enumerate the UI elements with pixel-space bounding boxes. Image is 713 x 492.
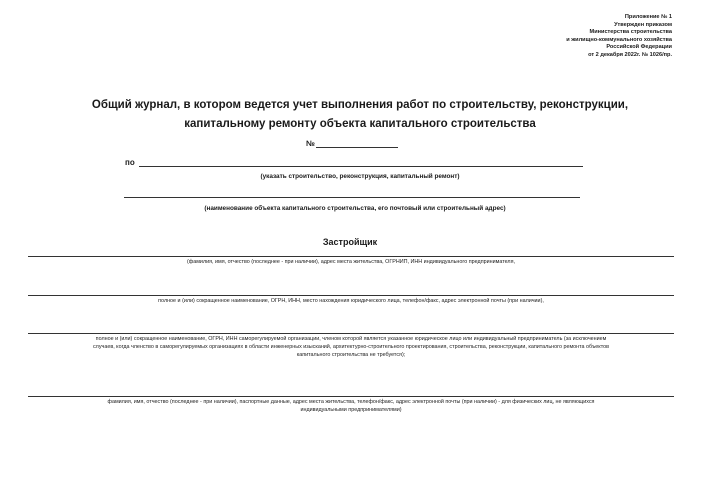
note-line: индивидуальными предпринимателями)	[300, 407, 402, 413]
appendix-line: от 2 декабря 2022г. № 1026/пр.	[588, 51, 672, 58]
appendix-line: Российской Федерации	[606, 44, 672, 51]
developer-field-2[interactable]	[28, 295, 674, 296]
appendix-block	[452, 14, 672, 60]
number-label: №	[306, 139, 315, 148]
object-name-field[interactable]	[124, 197, 580, 198]
developer-field-4[interactable]	[28, 396, 674, 397]
note-line: полное и (или) сокращенное наименование, ОГРН, ИНН саморегулируемой организации, членом которой является указанное юридическое лицо или индивидуальный предприниматель (за исключением	[95, 336, 607, 342]
title-line: Общий журнал, в котором ведется учет выполнения работ по строительству, реконструкции,	[91, 99, 629, 111]
developer-note-4	[28, 398, 674, 414]
developer-note-3	[28, 335, 674, 359]
appendix-line: Министерства строительства	[589, 29, 672, 36]
developer-note-2: полное и (или) сокращенное наименование, ОГРН, ИНН, место нахождения юридического лица, телефон/факс, адрес электронной почты (при наличии),	[158, 298, 544, 304]
developer-note-1: (фамилия, имя, отчество (последнее - при наличии), адрес места жительства, ОГРНИП, ИНН индивидуального предпринимателя,	[187, 259, 515, 265]
appendix-line: Приложение № 1	[624, 14, 672, 20]
object-name-caption: (наименование объекта капитального строительства, его почтовый или строительный адрес)	[204, 205, 506, 212]
work-type-field[interactable]	[139, 157, 583, 167]
note-line: капитального строительства не требуется);	[296, 352, 406, 358]
title-line: капитальному ремонту объекта капитального строительства	[184, 118, 536, 130]
developer-title: Застройщик	[322, 237, 378, 247]
appendix-line: и жилищно-коммунального хозяйства	[566, 36, 672, 43]
number-field[interactable]	[316, 138, 398, 148]
developer-field-3[interactable]	[28, 333, 674, 334]
work-type-caption: (указать строительство, реконструкция, капитальный ремонт)	[260, 173, 460, 180]
appendix-line: Утвержден приказом	[614, 21, 672, 28]
document-title	[60, 96, 660, 134]
work-type-row	[125, 157, 583, 167]
journal-number	[306, 138, 398, 148]
note-line: фамилия, имя, отчество (последнее - при наличии), паспортные данные, адрес места жительства, телефон/факс, адрес электронной почты (при наличии) - для физических лиц, не являющихся	[107, 399, 595, 405]
developer-field-1[interactable]	[28, 256, 674, 257]
note-line: случаев, когда членство в саморегулируемых организациях в области инженерных изысканий, архитектурно-строительного проектирования, строительства, реконструкции, капитального ремонта объектов	[92, 344, 609, 350]
po-label: по	[125, 158, 135, 167]
